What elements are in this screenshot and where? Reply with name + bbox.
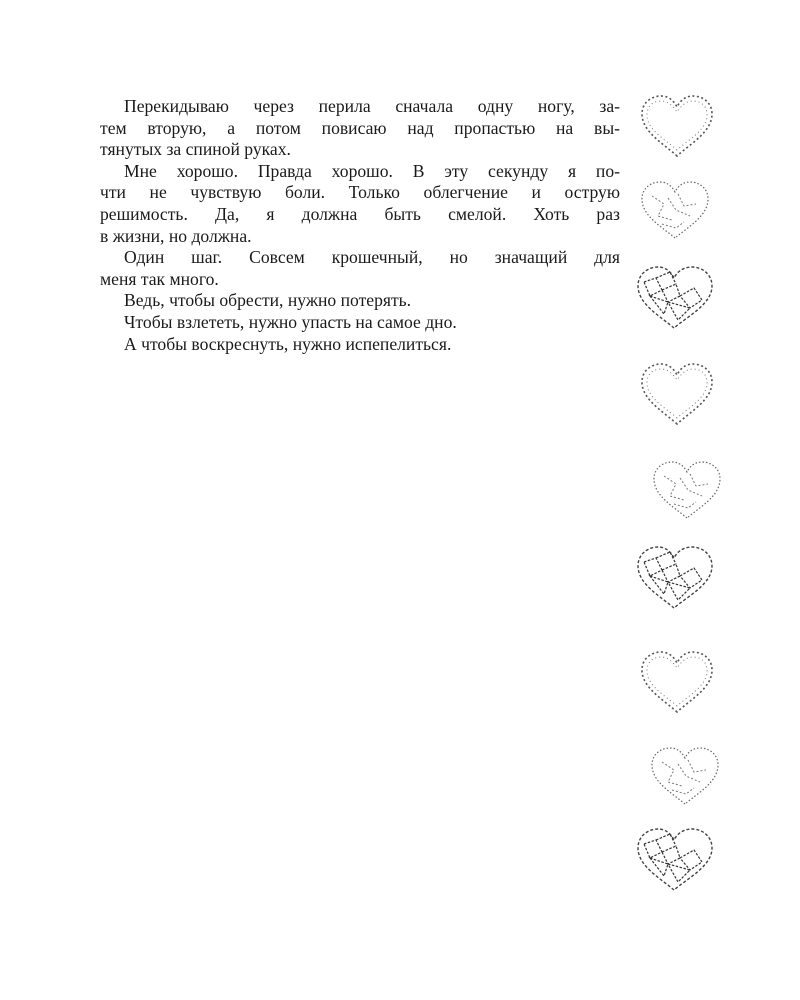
heart-outline-icon	[634, 646, 720, 718]
text-line: в жизни, но должна.	[100, 225, 252, 246]
text-line: тянутых за спиной руках.	[100, 139, 291, 160]
text-line: тем вторую, а потом повисаю над пропастью на вы-	[100, 117, 620, 138]
heart-shattered-icon	[632, 262, 718, 334]
text-line: Один шаг. Совсем крошечный, но значащий для	[124, 247, 620, 268]
text-line: Ведь, чтобы обрести, нужно потерять.	[124, 290, 412, 311]
heart-outline-icon	[634, 358, 720, 430]
heart-cracked-icon	[644, 454, 730, 526]
text-line: Перекидываю через перила сначала одну ногу, за-	[124, 96, 620, 116]
text-line: А чтобы воскреснуть, нужно испепелиться.	[124, 333, 452, 354]
heart-decoration-column	[628, 90, 738, 910]
text-line: чти не чувствую боли. Только облегчение и острую	[100, 182, 620, 203]
text-line: меня так много.	[100, 268, 219, 289]
text-line: Чтобы взлететь, нужно упасть на самое дно.	[124, 311, 457, 332]
heart-shattered-icon	[632, 542, 718, 614]
heart-outline-icon	[634, 90, 720, 162]
text-line: Мне хорошо. Правда хорошо. В эту секунду я по-	[124, 160, 620, 181]
heart-shattered-icon	[632, 824, 718, 896]
text-line: решимость. Да, я должна быть смелой. Хоть раз	[100, 203, 620, 224]
heart-cracked-icon	[632, 174, 718, 246]
heart-cracked-icon	[642, 740, 728, 812]
body-text	[100, 96, 620, 355]
